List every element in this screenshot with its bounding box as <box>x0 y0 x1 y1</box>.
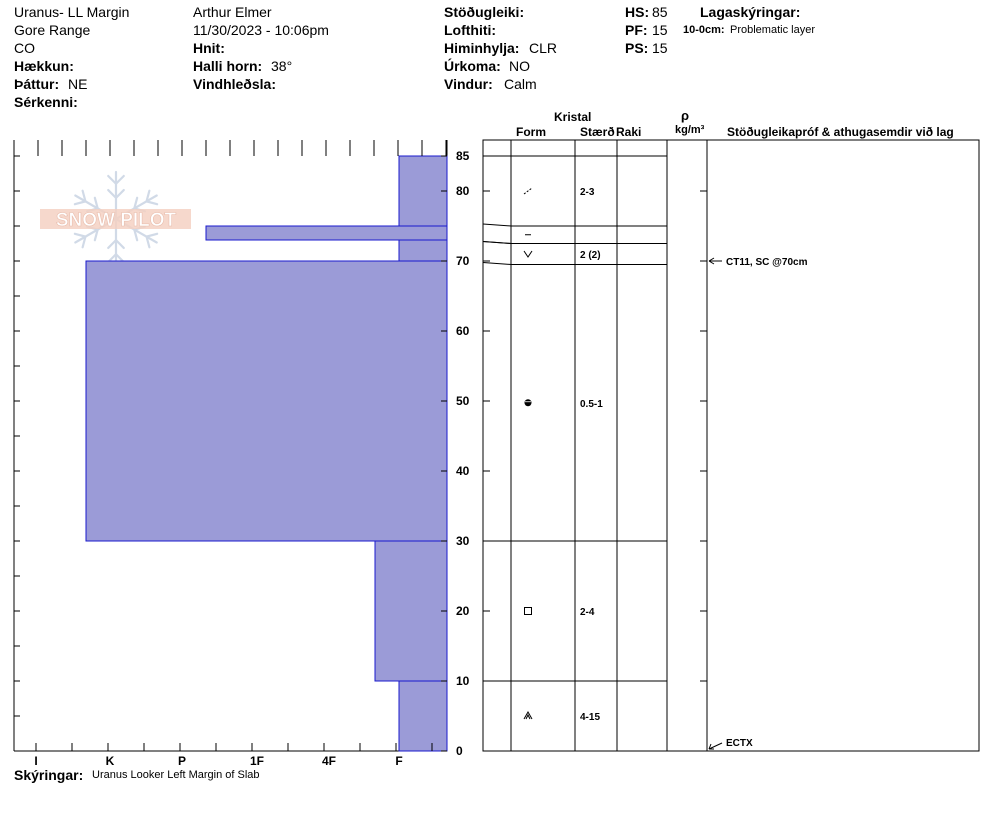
depth-tick-label: 10 <box>456 674 470 688</box>
depth-tick-label: 30 <box>456 534 470 548</box>
hardness-tick-label: K <box>105 754 115 768</box>
layer-connector <box>483 224 511 226</box>
hardness-bar-2 <box>86 261 447 541</box>
depth-tick-label: 0 <box>456 744 463 758</box>
stability-label: Stöðugleiki: <box>444 4 525 20</box>
grain-size-label: 2-4 <box>580 607 595 618</box>
depth-tick-label: 20 <box>456 604 470 618</box>
slope-value: 38° <box>271 58 293 74</box>
stability-test-annotation <box>709 257 808 268</box>
pf-label: PF: <box>625 22 648 38</box>
hardness-bar-1 <box>206 226 447 240</box>
density-unit-header: kg/m³ <box>675 124 705 136</box>
ps-label: PS: <box>625 40 649 56</box>
observer-name: Arthur Elmer <box>193 4 272 20</box>
size-header: Stærð <box>580 125 615 139</box>
grain-size-label: 0.5-1 <box>580 398 603 410</box>
form-header: Form <box>516 125 546 139</box>
logo-text: SNOW PILOT <box>55 210 177 231</box>
grain-size-label: 4-15 <box>580 712 601 723</box>
ps-value: 15 <box>652 40 668 56</box>
hardness-bar-4 <box>399 681 447 751</box>
comments-text: Uranus Looker Left Margin of Slab <box>92 769 260 781</box>
hardness-tick-label: I <box>34 754 38 768</box>
melt-form-icon <box>525 399 532 406</box>
tests-header: Stöðugleikapróf & athugasemdir við lag <box>727 125 954 139</box>
hardness-tick-label: 1F <box>249 754 265 768</box>
precip-value: NO <box>509 58 530 74</box>
comments-label: Skýringar: <box>14 767 84 783</box>
range-name: Gore Range <box>14 22 91 38</box>
sky-value: CLR <box>529 40 558 56</box>
crystal-header: Kristal <box>554 110 592 124</box>
hs-label: HS: <box>625 4 650 20</box>
grain-size-label: 2-3 <box>580 187 595 198</box>
air-temp-label: Lofthiti: <box>444 22 497 38</box>
grain-size-label: 2 (2) <box>580 250 601 261</box>
coords-label: Hnit: <box>193 40 225 56</box>
aspect-value: NE <box>68 76 88 92</box>
stability-test-annotation <box>709 738 753 749</box>
layer-notes-label: Lagaskýringar: <box>700 4 801 20</box>
faceted-icon <box>525 608 532 615</box>
aspect-label: Þáttur: <box>14 76 60 92</box>
precip-label: Úrkoma: <box>444 58 501 74</box>
layer-note-text: Problematic layer <box>730 24 815 36</box>
sky-label: Himinhylja: <box>444 40 520 56</box>
state-name: CO <box>14 40 35 56</box>
wind-label: Vindur: <box>444 76 493 92</box>
snowpilot-logo <box>40 172 191 266</box>
layer-table-frame <box>483 140 979 751</box>
depth-tick-label: 40 <box>456 464 470 478</box>
layer-connector <box>483 263 511 265</box>
rho-header: ρ <box>681 108 690 123</box>
moisture-header: Raki <box>616 125 642 139</box>
observation-datetime: 11/30/2023 - 10:06pm <box>193 22 329 38</box>
slope-label: Halli horn: <box>193 58 263 74</box>
location-name: Uranus- LL Margin <box>14 4 130 20</box>
svg-text:ECTX: ECTX <box>726 738 753 749</box>
pf-value: 15 <box>652 22 668 38</box>
wind-value: Calm <box>504 76 537 92</box>
decomposing-icon <box>524 188 532 194</box>
hardness-tick-label: F <box>395 754 403 768</box>
depth-tick-label: 50 <box>456 394 470 408</box>
hardness-bar-3 <box>375 541 447 681</box>
hardness-bar-0 <box>399 156 447 261</box>
hardness-tick-label: 4F <box>321 754 337 768</box>
elevation-label: Hækkun: <box>14 58 74 74</box>
features-label: Sérkenni: <box>14 94 78 110</box>
layer-connector <box>483 242 511 244</box>
svg-text:CT11, SC @70cm: CT11, SC @70cm <box>726 257 808 268</box>
hardness-tick-label: P <box>177 754 187 768</box>
depth-tick-label: 85 <box>456 149 470 163</box>
wind-loading-label: Vindhleðsla: <box>193 76 276 92</box>
depth-tick-label: 80 <box>456 184 470 198</box>
surface-hoar-icon <box>524 251 532 257</box>
depth-tick-label: 60 <box>456 324 470 338</box>
depth-tick-label: 70 <box>456 254 470 268</box>
depth-hoar-icon <box>524 712 532 719</box>
hs-value: 85 <box>652 4 668 20</box>
layer-note-depth: 10-0cm: <box>683 24 725 36</box>
